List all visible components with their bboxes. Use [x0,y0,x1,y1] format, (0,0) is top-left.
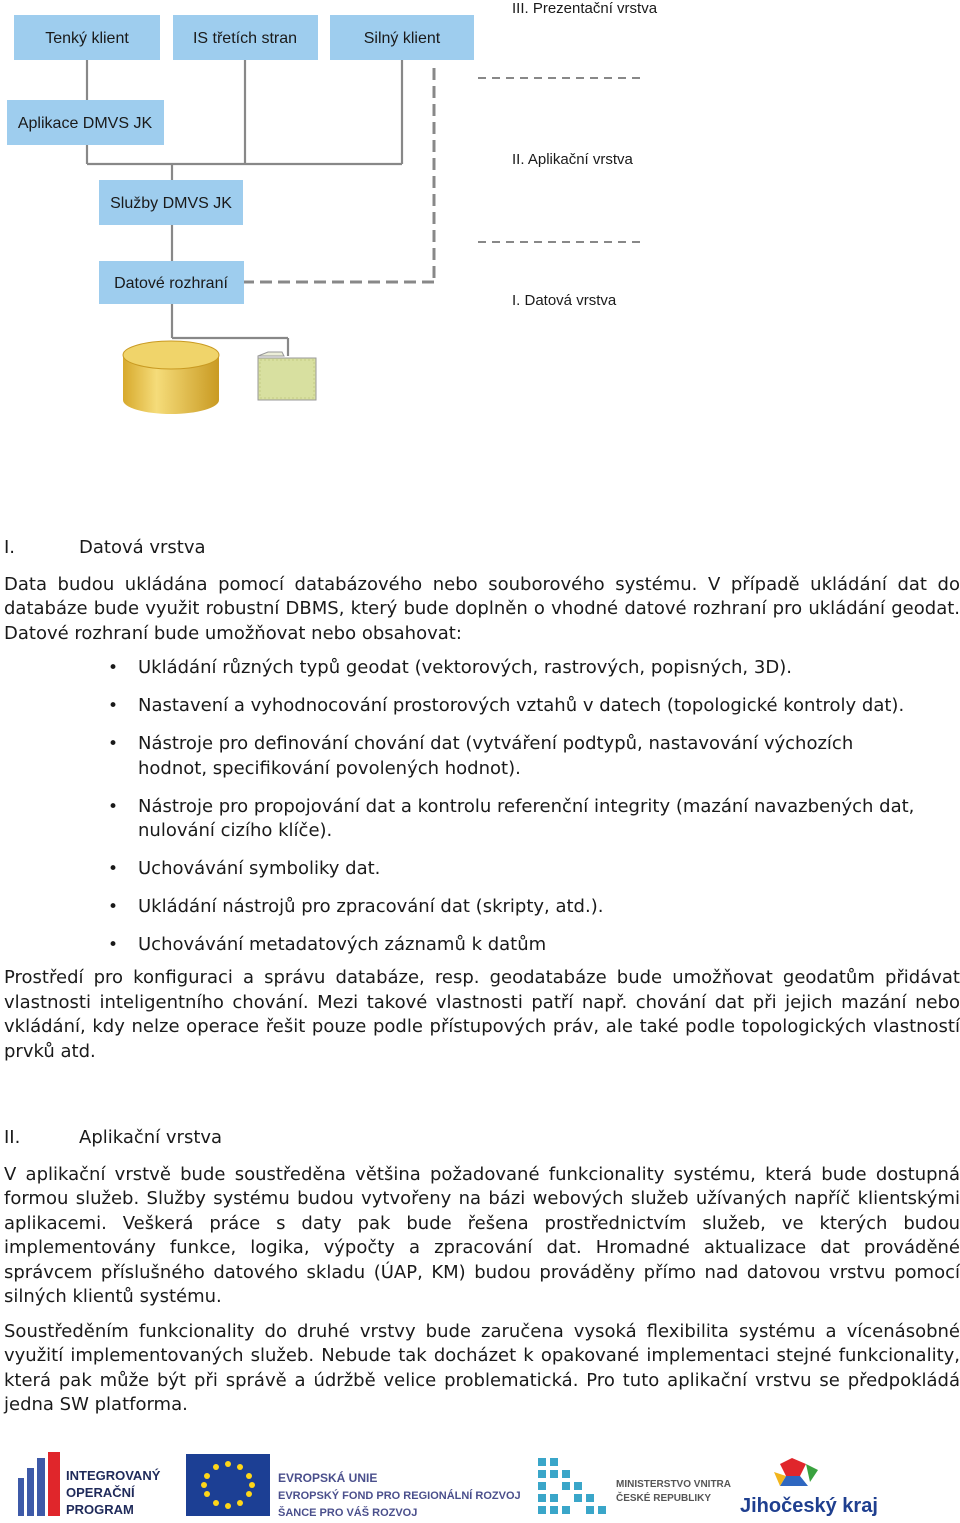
section-2-paragraph-1: V aplikační vrstvě bude soustředěna většina požadované funkcionality systému, která bude dostupná formou služeb. Služby systému budou vytvořeny na bázi webových služeb užívaných napříč klientskými aplikacemi. Veškerá práce s daty pak bude řešena prostřednictvím služeb, ve kterých budou implementovány funkce, logika, výpočty a zpracování dat. Hromadné aktualizace dat prováděné správcem příslušného datového skladu (ÚAP, KM) budou prováděny přímo nad datovou vrstvu pomocí silných klientů systému. [4,1163,960,1307]
folder-icon [258,352,316,400]
box-services [99,180,243,225]
box-third-party-label: IS třetích stran [192,30,298,47]
document-body [4,536,960,1428]
list-item: • Nastavení a vyhodnocování prostorových vztahů v datech (topologické kontroly dat). [4,694,960,719]
section-1-bullet-list [4,656,960,958]
list-item: • Uchovávání symboliky dat. [4,857,960,882]
section-1-intro: Data budou ukládána pomocí databázového nebo souborového systému. V případě ukládání dat do databáze bude využit robustní DBMS, který bude doplněn o vhodné datové rozhraní pro ukládání geodat. Datové rozhraní bude umožňovat nebo obsahovat: [4,573,960,644]
layer-label-data: I. Datová vrstva [512,292,617,309]
database-icon [123,341,219,414]
layer-label-application: II. Aplikační vrstva [512,151,633,168]
section-2-title: Aplikační vrstva [79,1127,223,1148]
box-third-party [173,15,318,60]
mv-text [616,1479,731,1504]
box-data-interface [99,261,244,304]
box-thick-client-label: Silný klient [363,30,441,47]
box-thin-client-label: Tenký klient [45,30,129,47]
box-thick-client [330,15,474,60]
list-item: • Uchovávání metadatových záznamů k datům [4,933,960,958]
kraj-logo-icon [774,1458,818,1486]
section-2-number: II. [4,1127,21,1148]
eu-text-line-1: EVROPSKÁ UNIE [278,1471,378,1485]
section-1-title: Datová vrstva [79,537,206,558]
section-1-heading [4,536,960,561]
box-thin-client [14,15,160,60]
mv-text-line-1: MINISTERSTVO VNITRA [616,1479,732,1490]
kraj-logo-text: Jihočeský kraj [740,1495,878,1517]
footer-logos [0,1440,960,1523]
list-item: • Nástroje pro definování chování dat (vytváření podtypů, nastavování výchozích hodnot, specifikování povolených hodnot). [4,732,960,781]
list-item: • Ukládání různých typů geodat (vektorových, rastrových, popisných, 3D). [4,656,960,681]
iop-logo-line-2: OPERAČNÍ [66,1485,135,1500]
iop-logo [18,1452,161,1517]
section-1-number: I. [4,537,16,558]
box-services-label: Služby DMVS JK [110,195,232,212]
eu-flag-icon [186,1454,270,1516]
iop-logo-line-3: PROGRAM [66,1502,134,1517]
section-1-outro: Prostředí pro konfiguraci a správu databáze, resp. geodatabáze bude umožňovat geodatům přidávat vlastnosti inteligentního chování. Mezi takové vlastnosti patří např. chování dat při jejich mazání nebo vkládání, kdy nelze operace řešit pouze podle přístupových práv, ale také podle topologických vlastností prvků atd. [4,967,960,1062]
eu-text-line-3: ŠANCE PRO VÁŠ ROZVOJ [278,1507,418,1519]
list-item: • Nástroje pro propojování dat a kontrolu referenční integrity (mazání navazbených dat, nulování cizího klíče). [4,795,960,844]
dashed-connector [244,68,434,282]
box-data-interface-label: Datové rozhraní [114,275,228,292]
section-2-paragraph-2: Soustředěním funkcionality do druhé vrstvy bude zaručena vysoká flexibilita systému a vícenásobné využití implementovaných služeb. Nebude tak docházet k opakované implementaci stejné funkcionality, která pak může být při správě a údržbě velice problematická. Pro tuto aplikační vrstvu se předpokládá jedna SW platforma. [4,1320,960,1415]
eu-text [278,1470,521,1519]
eu-text-line-2: EVROPSKÝ FOND PRO REGIONÁLNÍ ROZVOJ [278,1490,521,1502]
box-app [7,100,164,145]
iop-logo-line-1: INTEGROVANÝ [66,1468,161,1483]
section-2-heading [4,1126,960,1151]
mv-text-line-2: ČESKÉ REPUBLIKY [616,1493,712,1504]
layer-label-presentation: III. Prezentační vrstva [512,0,658,17]
list-item: • Ukládání nástrojů pro zpracování dat (skripty, atd.). [4,895,960,920]
box-app-label: Aplikace DMVS JK [17,115,153,132]
architecture-diagram [0,0,960,430]
mv-logo-icon [538,1458,606,1514]
